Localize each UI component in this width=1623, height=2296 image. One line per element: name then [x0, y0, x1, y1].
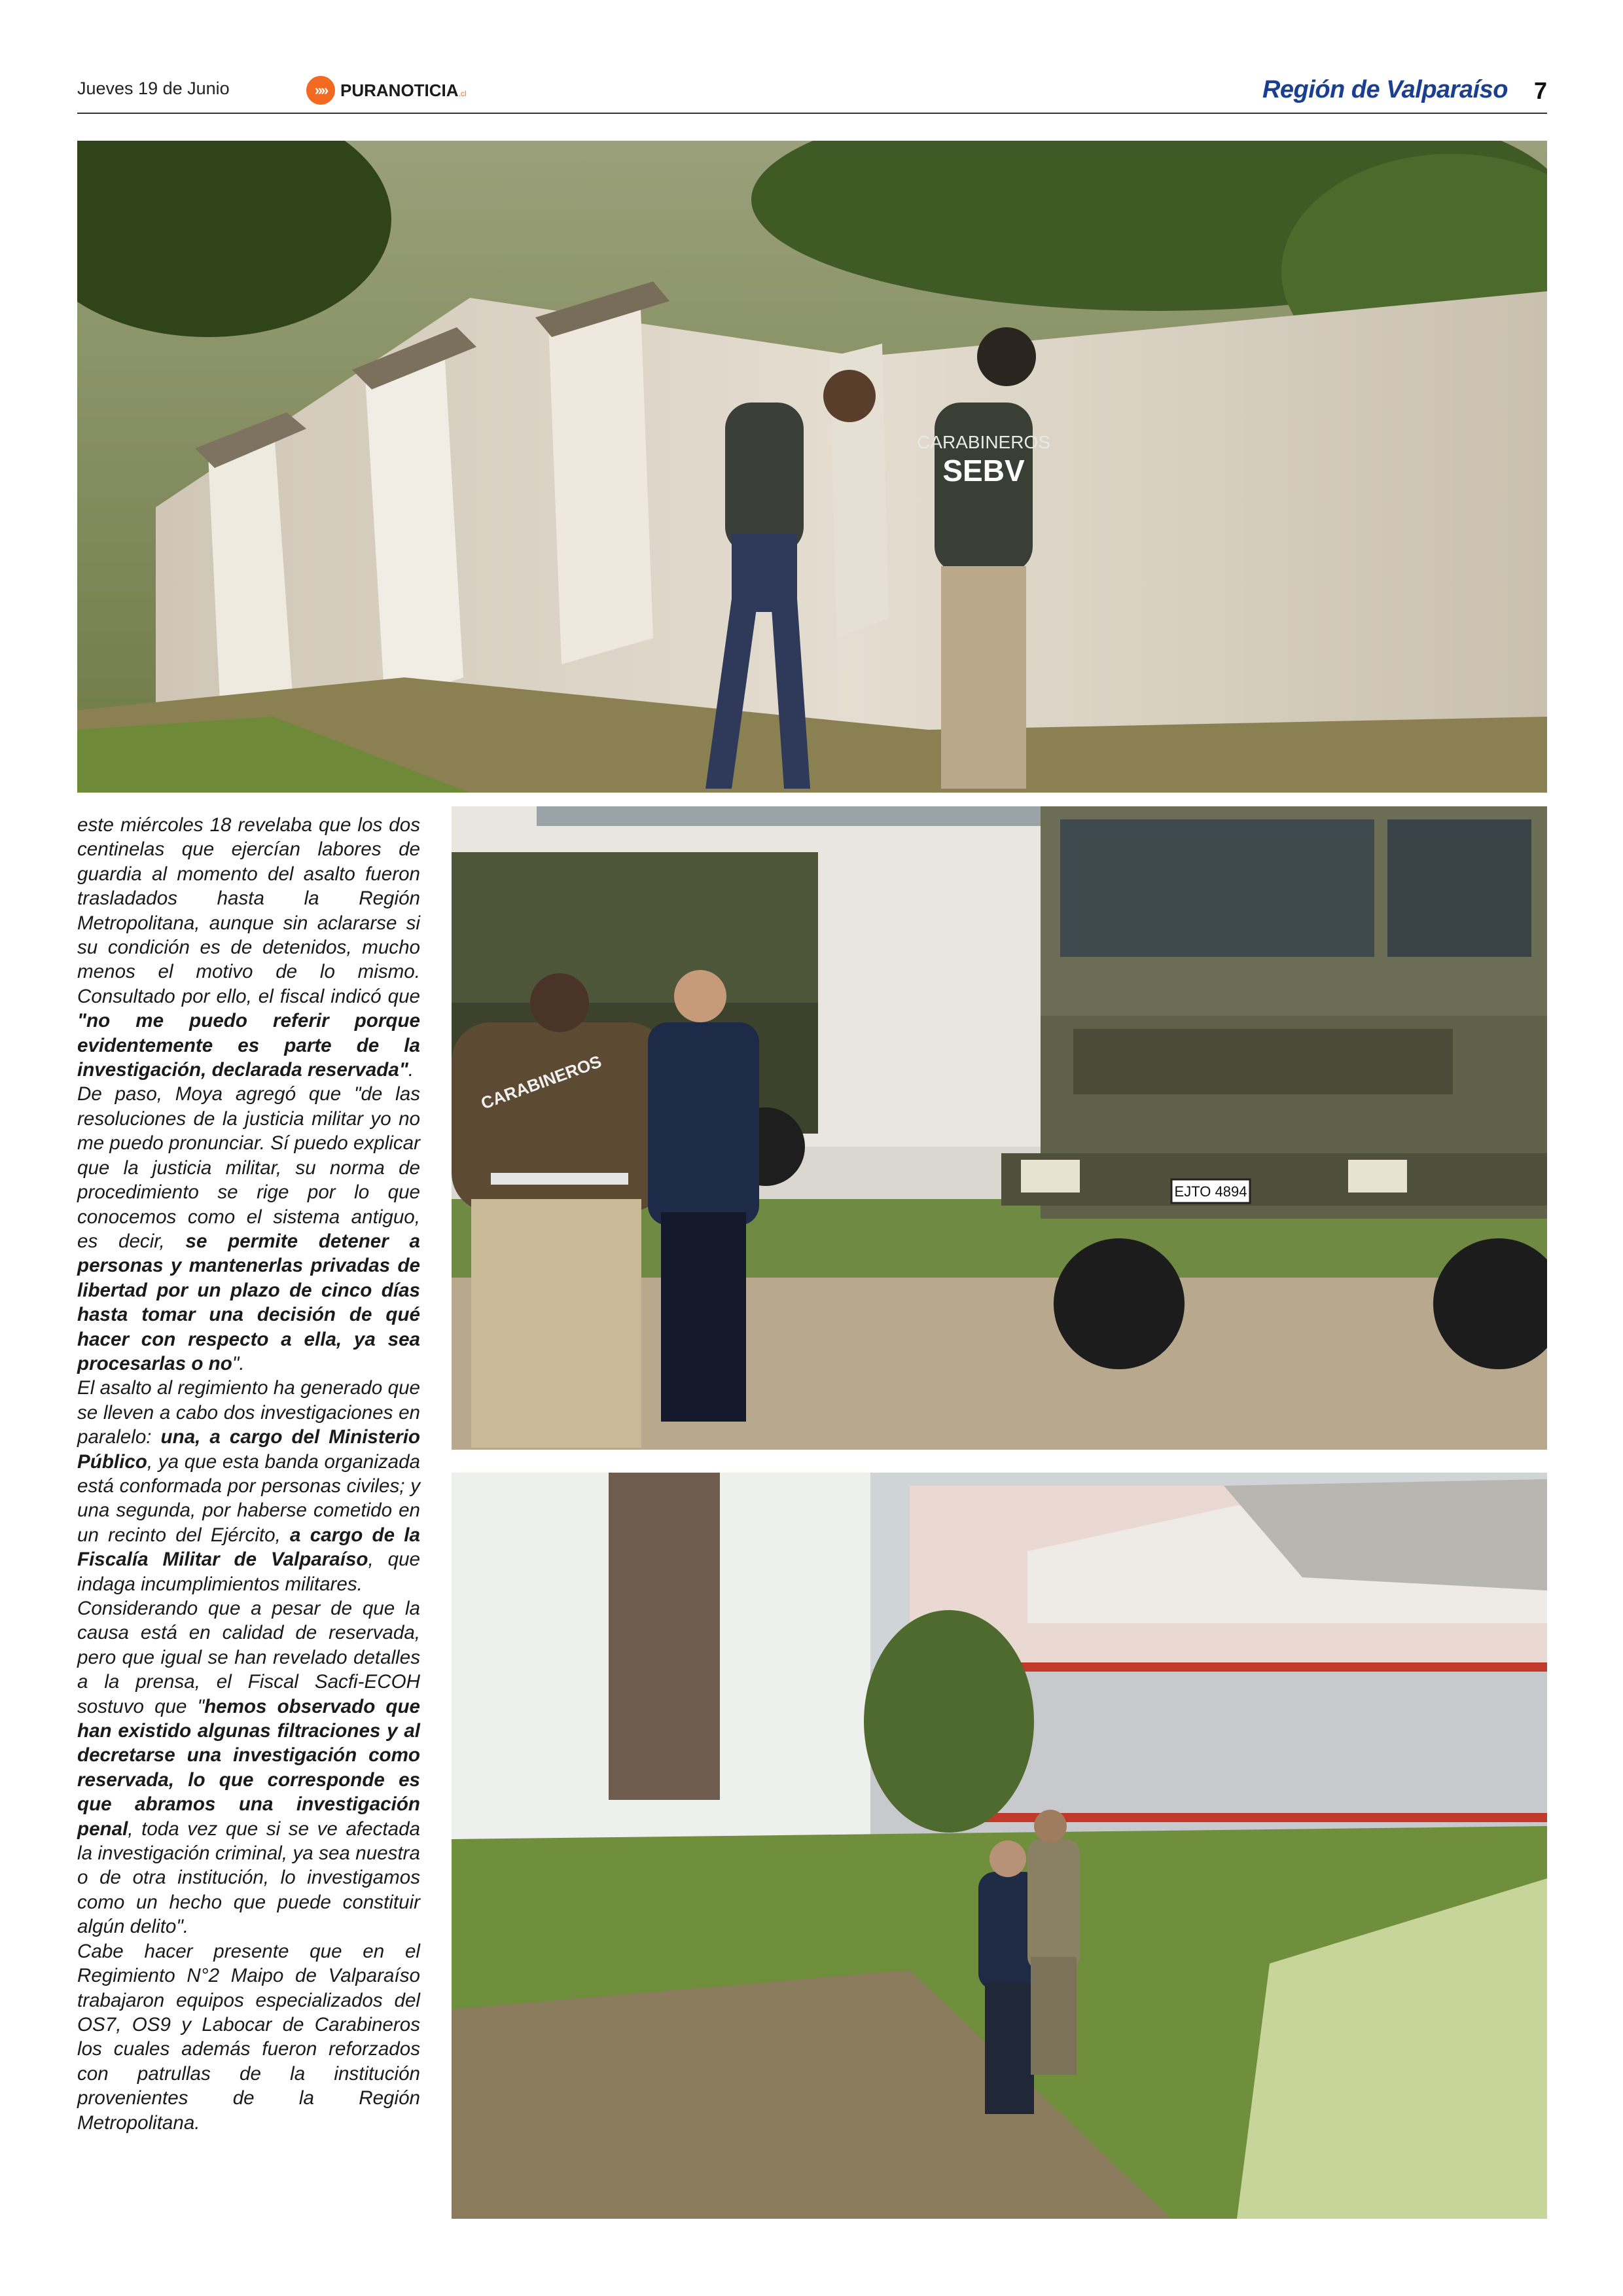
highlighted-quote: se permite detener a personas y mantenerlas privadas de libertad por un plazo de cinco días hasta tomar una decisión de qué hacer con respecto a ella, ya sea procesarlas o no	[77, 1230, 420, 1374]
paragraph-text: , ya que esta banda organizada está conformada por personas civiles; y una segunda, por haberse cometido en un recinto del Ejército,	[77, 1450, 420, 1546]
photo-army-truck	[452, 806, 1547, 1450]
article-paragraph	[77, 1939, 420, 2135]
paragraph-text: , que indaga incumplimientos militares.	[77, 1549, 420, 1595]
paragraph-text: , toda vez que si se ve afectada la investigación criminal, ya sea nuestra o de otra institución, lo investigamos como un hecho que puede constituir algún delito".	[77, 1818, 420, 1938]
article-paragraph	[77, 813, 420, 1082]
article-paragraph	[77, 1596, 420, 1939]
truck-plate: EJTO 4894	[1174, 1183, 1247, 1200]
vest-label-sebv: SEBV	[942, 454, 1025, 488]
page-number: 7	[1533, 77, 1547, 104]
article-paragraph	[77, 1082, 420, 1376]
issue-date: Jueves 19 de Junio	[77, 79, 230, 98]
logo-text: PURANOTICIA	[340, 80, 459, 100]
paragraph-text: Cabe hacer presente que en el Regimiento N°2 Maipo de Valparaíso trabajaron equipos especializados del OS7, OS9 y Labocar de Carabineros los cuales además fueron reforzados con patrullas de la institución provenientes de la Región Metropolitana.	[77, 1940, 420, 2134]
section-title: Región de Valparaíso	[1262, 76, 1508, 103]
vest-label-top: CARABINEROS	[917, 432, 1050, 452]
paragraph-text: El asalto al regimiento ha generado que se lleven a cabo dos investigaciones en paralelo:	[77, 1377, 420, 1448]
logo-suffix: .cl	[458, 88, 467, 98]
highlighted-quote: hemos observado que han existido algunas filtraciones y al decretarse una investigación como reservada, lo que corresponde es que abramos una investigación penal	[77, 1695, 420, 1840]
paragraph-text: ".	[232, 1352, 245, 1374]
logo-chevrons-icon: »»	[306, 76, 335, 105]
puranoticia-logo	[306, 75, 467, 106]
header-rule	[77, 113, 1547, 114]
paragraph-text: Considerando que a pesar de que la causa está en calidad de reservada, pero que igual se han revelado detalles a la prensa, el Fiscal Sacfi-ECOH sostuvo que "	[77, 1598, 420, 1717]
highlighted-quote: "no me puedo referir porque evidentemente es parte de la investigación, declarada reservada"	[77, 1010, 420, 1081]
photo-yard-inspection	[452, 1473, 1547, 2219]
highlighted-quote: una, a cargo del Ministerio Público	[77, 1426, 420, 1473]
jacket-label: CARABINEROS	[478, 1051, 605, 1113]
paragraph-text: .	[408, 1059, 414, 1081]
highlighted-quote: a cargo de la Fiscalía Militar de Valparaíso	[77, 1524, 420, 1571]
paragraph-text: este miércoles 18 revelaba que los dos centinelas que ejercían labores de guardia al momento del asalto fueron trasladados hasta la Región Metropolitana, aunque sin aclararse si su condición es de detenidos, mucho menos el motivo de lo mismo. Consultado por ello, el fiscal indicó que	[77, 814, 420, 1007]
page-header	[77, 72, 1547, 114]
article-paragraph	[77, 1376, 420, 1596]
paragraph-text: De paso, Moya agregó que "de las resoluciones de la justicia militar yo no me puedo pronunciar. Sí puedo explicar que la justicia militar, su norma de procedimiento se rige por lo que conocemos como el sistema antiguo, es decir,	[77, 1083, 420, 1252]
photo-wall-inspection	[77, 141, 1547, 793]
article-body	[77, 813, 420, 2135]
